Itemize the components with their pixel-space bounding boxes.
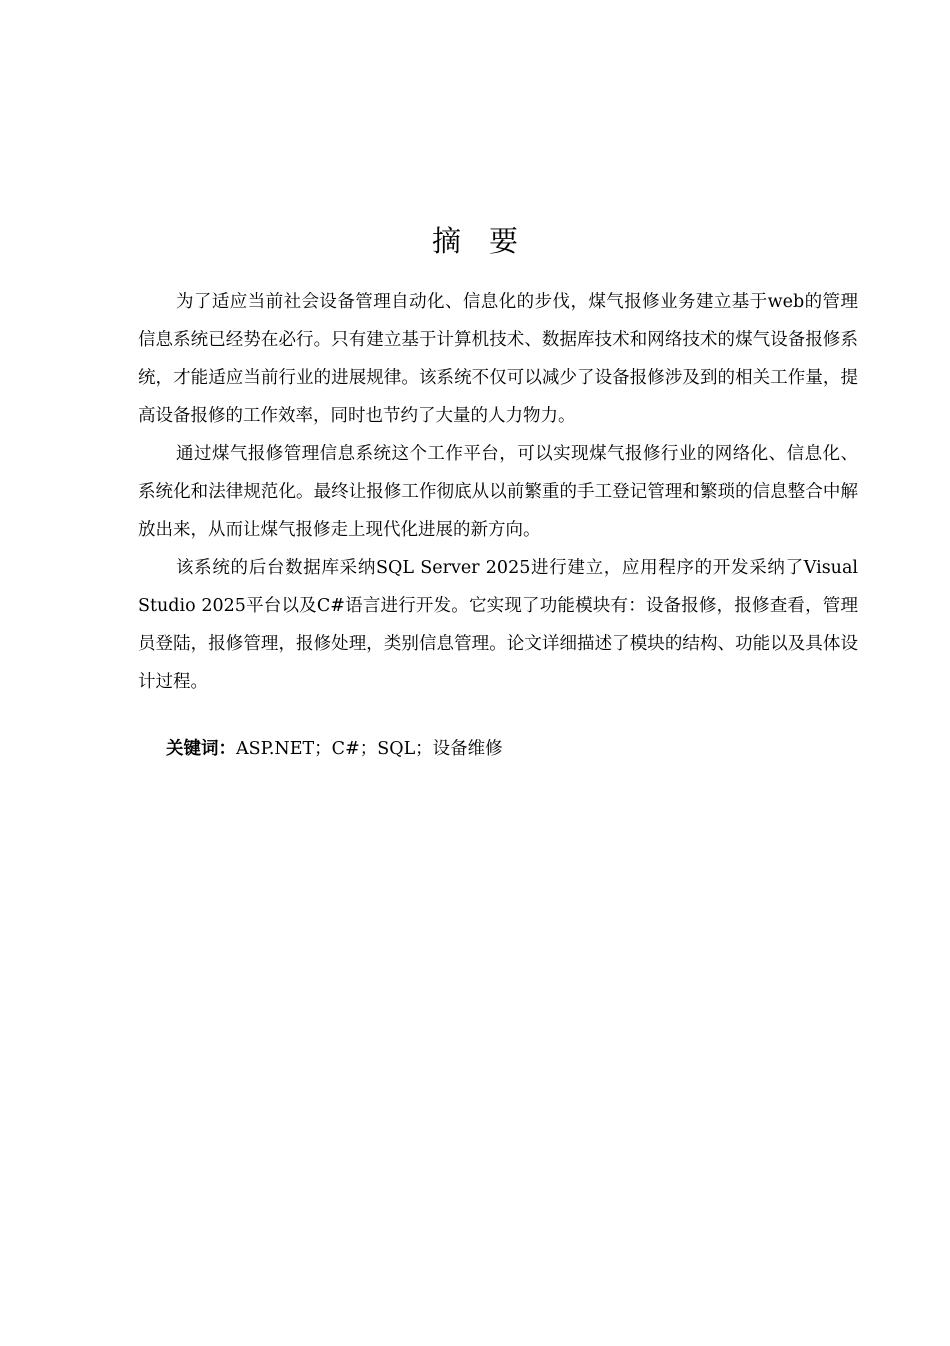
abstract-title-part2: 要 — [489, 224, 519, 258]
keywords-value: ASP.NET；C#；SQL；设备维修 — [236, 739, 503, 759]
abstract-paragraph-2: 通过煤气报修管理信息系统这个工作平台，可以实现煤气报修行业的网络化、信息化、系统化和法律规范化。最终让报修工作彻底从以前繁重的手工登记管理和繁琐的信息整合中解放出来，从而让煤气报修走上现代化进展的新方向。 — [138, 444, 858, 540]
keywords-label: 关键词： — [166, 739, 236, 759]
abstract-paragraph-3: 该系统的后台数据库采纳SQL Server 2025进行建立，应用程序的开发采纳了Visual Studio 2025平台以及C#语言进行开发。它实现了功能模块有：设备报修，报修查看，管理员登陆，报修管理，报修处理，类别信息管理。论文详细描述了模块的结构、功能以及具体设计过程。 — [138, 558, 858, 692]
abstract-body — [138, 283, 858, 701]
abstract-paragraph-1: 为了适应当前社会设备管理自动化、信息化的步伐，煤气报修业务建立基于web的管理信息系统已经势在必行。只有建立基于计算机技术、数据库技术和网络技术的煤气设备报修系统，才能适应当前行业的进展规律。该系统不仅可以减少了设备报修涉及到的相关工作量，提高设备报修的工作效率，同时也节约了大量的人力物力。 — [138, 292, 858, 426]
abstract-title-part1: 摘 — [431, 224, 461, 258]
keywords-line — [166, 732, 856, 766]
abstract-title — [0, 221, 950, 261]
